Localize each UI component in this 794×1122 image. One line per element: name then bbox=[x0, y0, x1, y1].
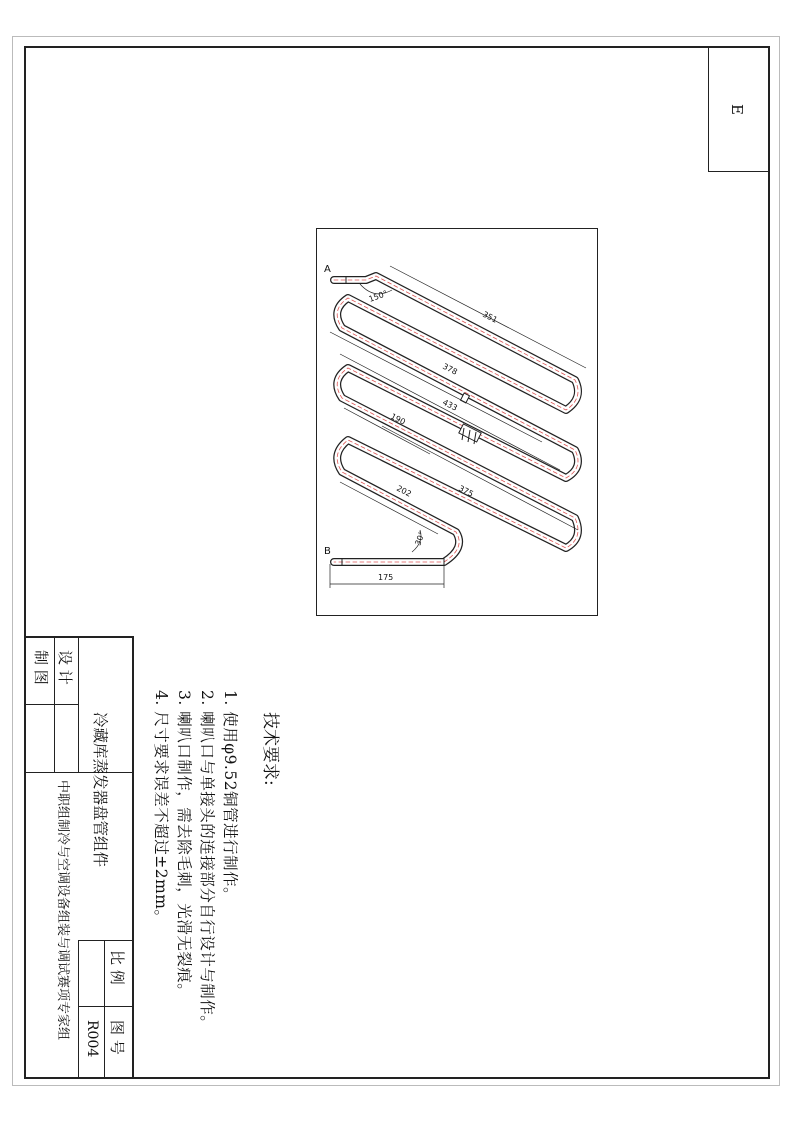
drawing-number: R004 bbox=[84, 1020, 100, 1058]
drawing-number-label: 图 号 bbox=[108, 1020, 126, 1055]
dim-202: 202 bbox=[395, 483, 413, 499]
dim-190: 190 bbox=[389, 411, 407, 427]
end-label-a: A bbox=[324, 264, 331, 275]
organization: 中职组制冷与空调设备组装与调试赛项专家组 bbox=[55, 780, 70, 1041]
dim-375: 375 bbox=[457, 483, 475, 499]
part-name: 冷藏库蒸发器盘管组件 bbox=[91, 712, 109, 868]
requirement-item-2: 2. 喇叭口与单接头的连接部分自行设计与制作。 bbox=[198, 690, 216, 1032]
design-label: 设 计 bbox=[56, 650, 74, 685]
title-block bbox=[24, 636, 134, 1079]
requirement-item-1: 1. 使用φ9.52铜管进行制作。 bbox=[221, 690, 239, 904]
requirement-item-3: 3. 喇叭口制作，需去除毛刺，光滑无裂痕。 bbox=[175, 690, 193, 1000]
angle-top-label: 150° bbox=[367, 288, 389, 304]
coil-tube bbox=[334, 276, 578, 562]
draw-label: 制 图 bbox=[32, 650, 50, 685]
end-label-b: B bbox=[324, 546, 331, 557]
requirements-title: 技术要求: bbox=[260, 712, 280, 786]
dim-378: 378 bbox=[441, 361, 459, 377]
corner-mark: E bbox=[728, 104, 746, 115]
angle-bottom-label: 30° bbox=[413, 530, 427, 547]
scale-label: 比 例 bbox=[108, 950, 126, 985]
coil-drawing bbox=[316, 228, 598, 616]
requirement-item-4: 4. 尺寸要求误差不超过±2mm。 bbox=[152, 690, 170, 926]
dim-433: 433 bbox=[441, 397, 459, 413]
dim-175: 175 bbox=[378, 573, 394, 582]
dim-351: 351 bbox=[481, 309, 499, 325]
